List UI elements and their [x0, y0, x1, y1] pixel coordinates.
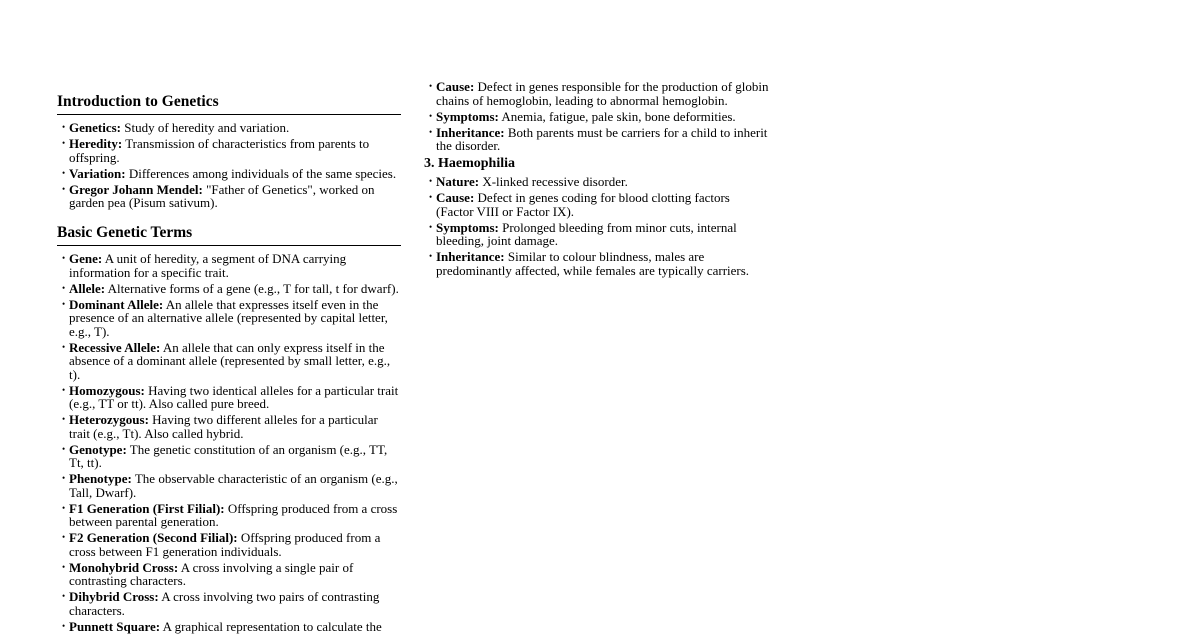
list-item — [424, 126, 770, 153]
term-definition: Defect in genes responsible for the production of globin chains of hemoglobin, leading to abnormal hemoglobin. — [436, 79, 769, 108]
list-item — [57, 121, 401, 135]
term-definition: X-linked recessive disorder. — [479, 174, 628, 189]
term-definition: The observable characteristic of an organism (e.g., Tall, Dwarf). — [69, 471, 398, 500]
list-item — [424, 250, 770, 277]
term-label: Monohybrid Cross: — [69, 559, 179, 575]
list-item — [57, 413, 401, 440]
term-definition: "Father of Genetics", worked on garden pea (Pisum sativum). — [69, 181, 375, 210]
list-item — [57, 167, 401, 181]
term-label: Punnett Square: — [69, 618, 161, 634]
term-definition: Having two different alleles for a particular trait (e.g., Tt). Also called hybrid. — [69, 412, 378, 441]
term-definition: Both parents must be carriers for a child to inherit the disorder. — [436, 124, 768, 153]
term-label: Recessive Allele: — [69, 339, 161, 355]
term-definition: A cross involving two pairs of contrasting characters. — [69, 589, 380, 618]
term-definition: A unit of heredity, a segment of DNA carrying information for a specific trait. — [69, 251, 347, 280]
list-item — [57, 298, 401, 339]
term-label: Genetics: — [69, 120, 121, 135]
left-column — [57, 92, 401, 636]
term-label: F2 Generation (Second Filial): — [69, 530, 238, 545]
term-label: Heredity: — [69, 136, 123, 151]
list-item — [57, 502, 401, 529]
term-label: Cause: — [436, 79, 475, 94]
term-label: Symptoms: — [436, 108, 499, 124]
term-label: Inheritance: — [436, 249, 505, 264]
subsection-title-haemophilia: 3. Haemophilia — [424, 156, 516, 171]
term-definition: Anemia, fatigue, pale skin, bone deformities. — [498, 108, 736, 124]
term-definition: Transmission of characteristics from parents to offspring. — [69, 136, 370, 165]
term-definition: Having two identical alleles for a particular trait (e.g., TT or tt). Also called pure breed. — [69, 382, 399, 411]
list-item — [57, 183, 401, 210]
haemophilia-list — [424, 175, 770, 277]
list-item — [57, 137, 401, 164]
list-item — [57, 443, 401, 470]
term-definition: A graphical representation to calculate the — [160, 618, 382, 634]
list-item — [57, 384, 401, 411]
list-item — [57, 590, 401, 617]
term-label: Cause: — [436, 190, 475, 205]
term-definition: Defect in genes coding for blood clotting factors (Factor VIII or Factor IX). — [436, 190, 730, 219]
list-item — [57, 252, 401, 279]
right-column — [424, 80, 770, 280]
term-label: Symptoms: — [436, 219, 499, 235]
term-definition: An allele that expresses itself even in the presence of an alternative allele (represented by capital letter, e.g., T). — [69, 296, 388, 339]
spacer — [57, 212, 401, 223]
term-definition: Similar to colour blindness, males are predominantly affected, while females are typically carriers. — [436, 249, 750, 278]
term-definition: Offspring produced from a cross between F1 generation individuals. — [69, 530, 381, 559]
term-label: F1 Generation (First Filial): — [69, 500, 225, 516]
term-label: Genotype: — [69, 441, 127, 457]
thalassemia-continued-list — [424, 80, 770, 153]
list-item — [57, 472, 401, 499]
list-item — [57, 341, 401, 382]
list-item — [424, 221, 770, 248]
term-label: Gene: — [69, 251, 103, 266]
term-label: Dihybrid Cross: — [69, 589, 159, 604]
list-item — [57, 561, 401, 588]
term-label: Inheritance: — [436, 124, 505, 140]
list-item — [424, 175, 770, 189]
term-label: Allele: — [69, 280, 106, 296]
list-item — [57, 620, 401, 634]
list-item — [424, 110, 770, 124]
term-definition: Differences among individuals of the same species. — [125, 165, 397, 181]
list-item — [57, 531, 401, 558]
term-definition: Prolonged bleeding from minor cuts, internal bleeding, joint damage. — [436, 219, 737, 248]
term-label: Homozygous: — [69, 382, 145, 398]
term-definition: Alternative forms of a gene (e.g., T for tall, t for dwarf). — [105, 280, 399, 296]
term-label: Dominant Allele: — [69, 296, 164, 312]
term-definition: An allele that can only express itself in the absence of a dominant allele (represented by small letter, e.g., t). — [69, 339, 391, 382]
list-item — [424, 80, 770, 107]
term-label: Nature: — [436, 174, 480, 189]
term-definition: The genetic constitution of an organism (e.g., TT, Tt, tt). — [69, 441, 388, 470]
list-item — [424, 191, 770, 218]
term-definition: Offspring produced from a cross between parental generation. — [69, 500, 398, 529]
term-label: Heterozygous: — [69, 412, 149, 427]
term-definition: Study of heredity and variation. — [120, 120, 290, 135]
term-label: Phenotype: — [69, 471, 132, 486]
term-label: Gregor Johann Mendel: — [69, 181, 203, 197]
basic-terms-list — [57, 252, 401, 633]
section-title-basic-terms: Basic Genetic Terms — [57, 223, 401, 246]
term-label: Variation: — [69, 165, 126, 181]
term-definition: A cross involving a single pair of contrasting characters. — [69, 559, 354, 588]
list-item — [57, 282, 401, 296]
section-title-introduction: Introduction to Genetics — [57, 92, 401, 115]
introduction-list — [57, 121, 401, 210]
